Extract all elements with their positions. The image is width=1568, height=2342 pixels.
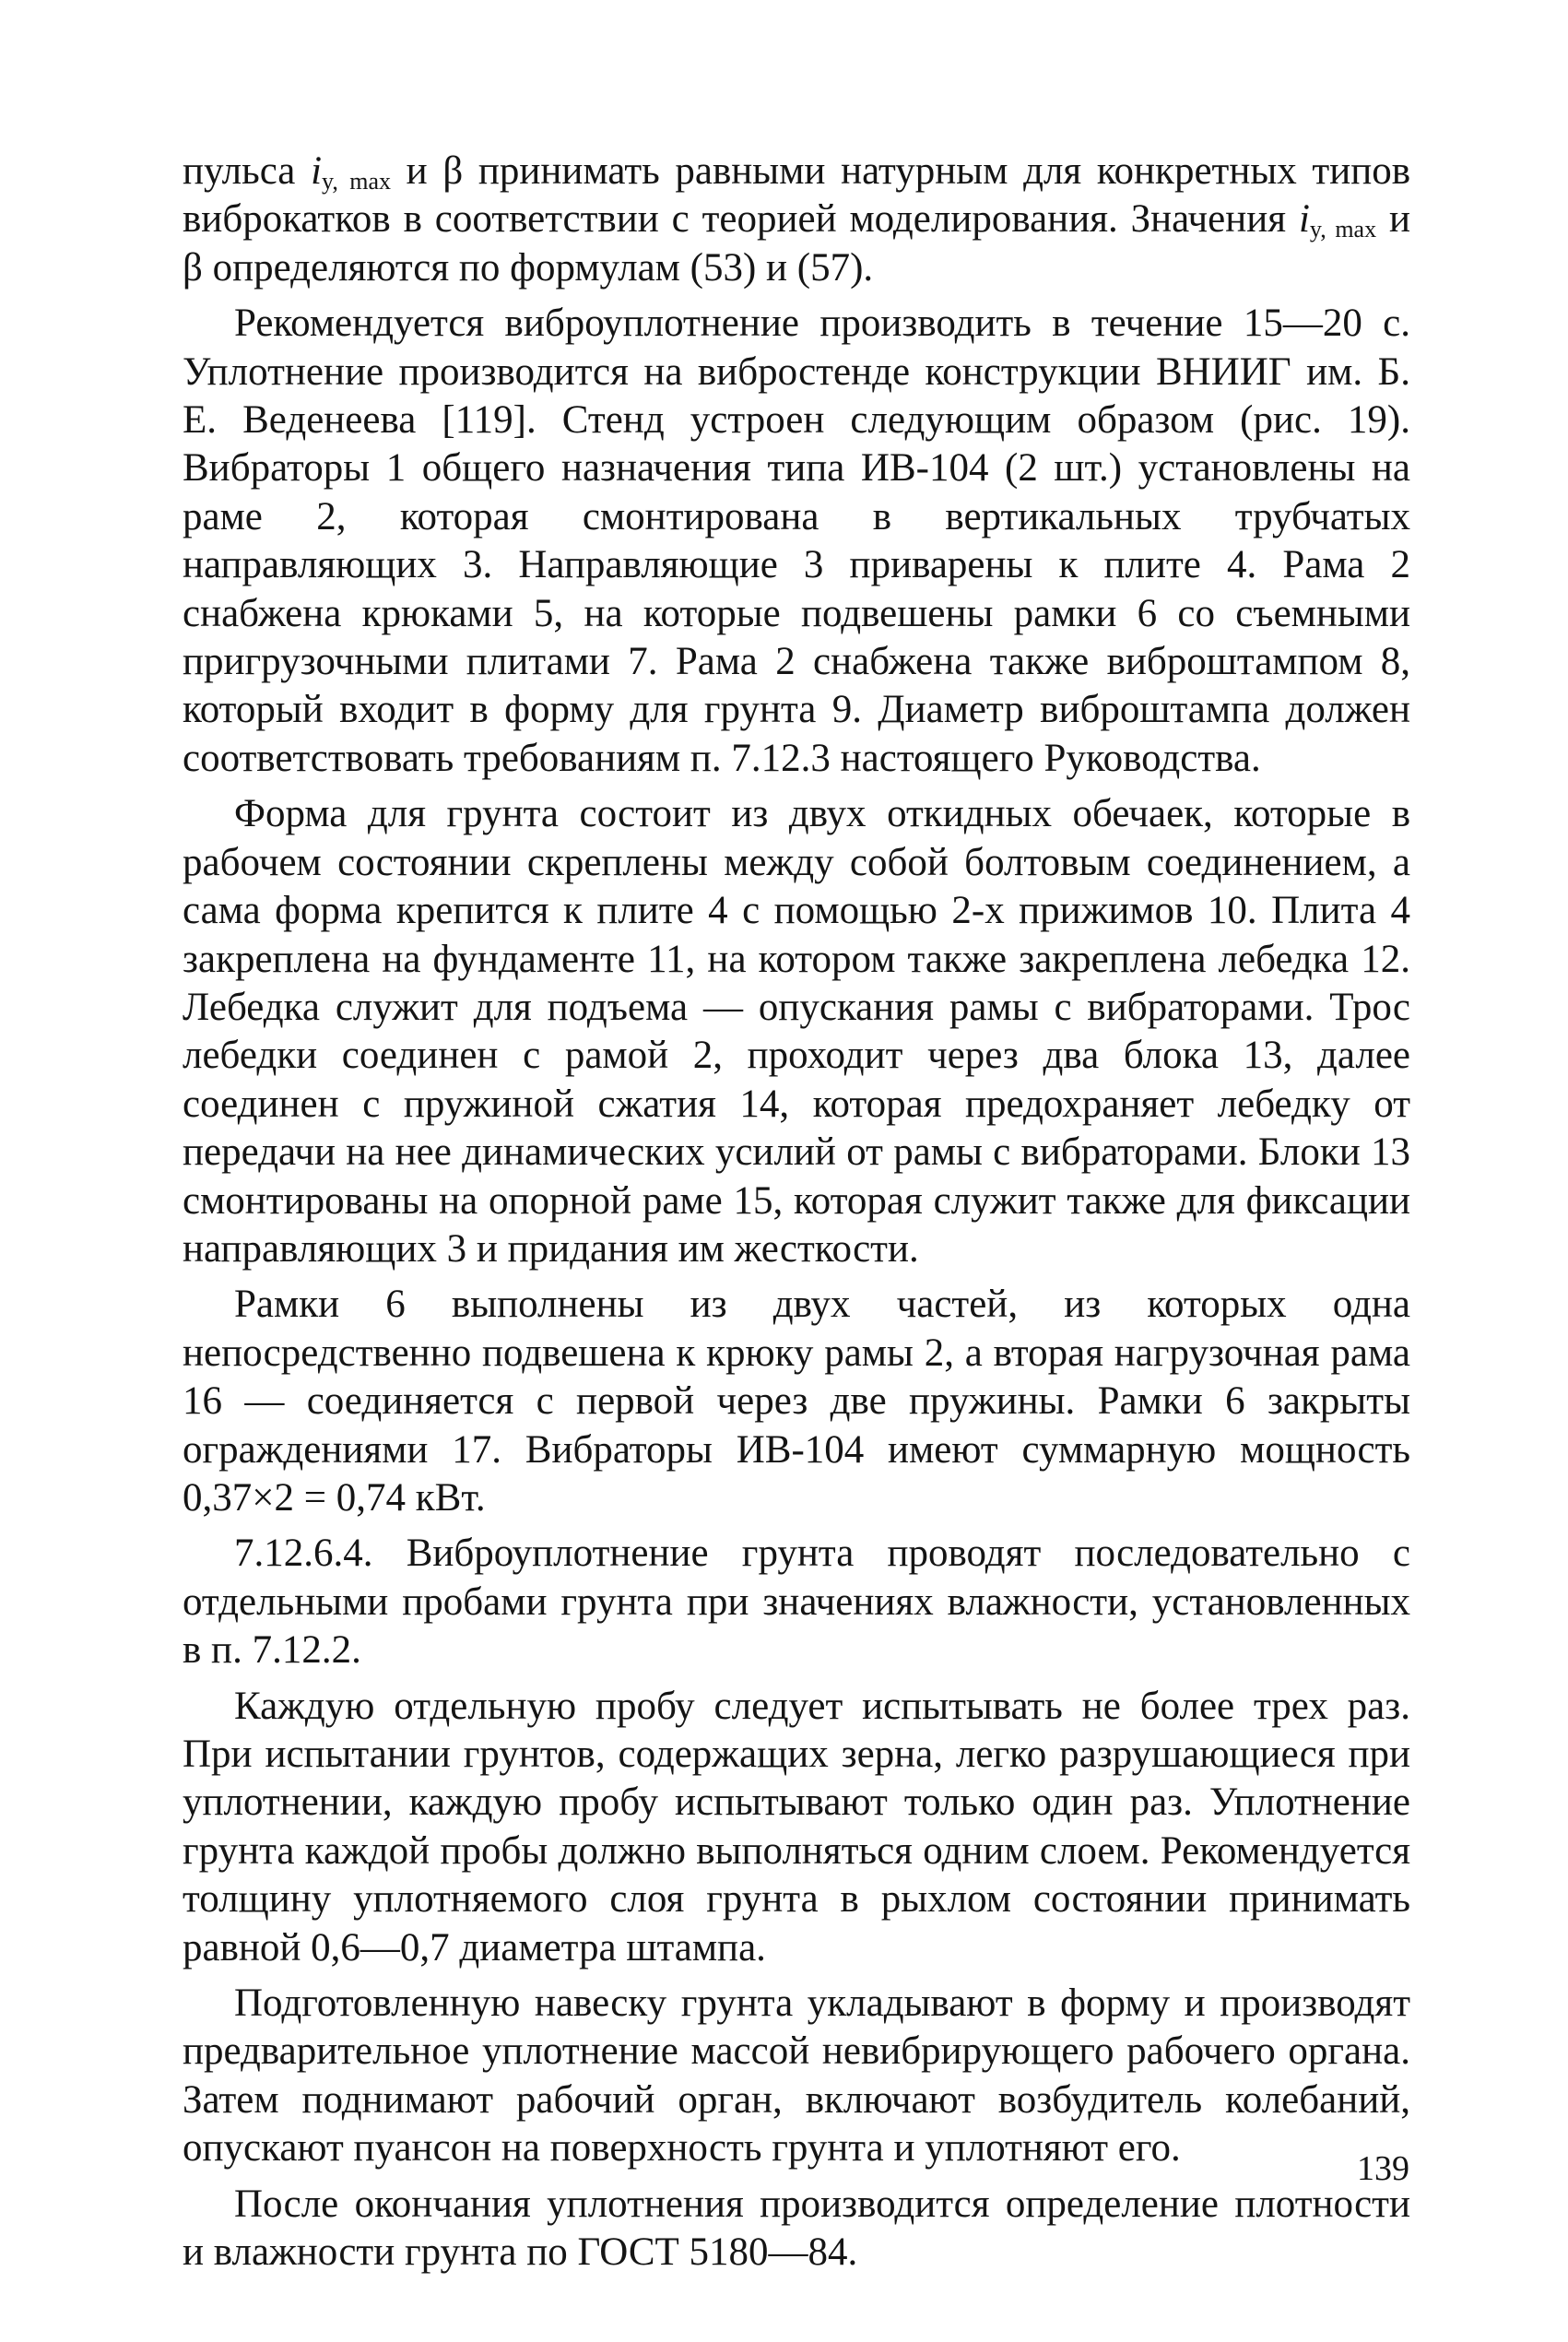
symbol-i: i — [311, 149, 323, 193]
paragraph-2: Рекомендуется виброуплотнение производить в течение 15—20 с. Уплотнение производится на вибростенде конструкции ВНИИГ им. Б. Е. Веденеева [119]. Стенд устроен следующим образом (рис. 19). Вибраторы 1 общего назначения типа ИВ-104 (2 шт.) установлены на раме 2, которая смонтирована в вертикальных трубчатых направляющих 3. Направляющие 3 приварены к плите 4. Рама 2 снабжена крюками 5, на которые подвешены рамки 6 со съемными пригрузочными плитами 7. Рама 2 снабжена также виброштампом 8, который входит в форму для грунта 9. Диаметр виброштампа должен соответствовать требованиям п. 7.12.3 настоящего Руководства. — [183, 302, 1410, 780]
paragraph-1-tail: и β определяются по формулам (53) и (57). — [183, 197, 1411, 290]
paragraph-1-mid: и β принимать равными натурным для конкретных типов виброкатков в соответствии с теорией моделирования. Значения — [183, 149, 1411, 242]
paragraph-7: Подготовленную навеску грунта укладывают в форму и производят предварительное уплотнение массой невибрирующего рабочего органа. Затем поднимают рабочий орган, включают возбудитель колебаний, опускают пуансон на поверхность грунта и уплотняют его. — [183, 1981, 1410, 2170]
paragraph-4: Рамки 6 выполнены из двух частей, из которых одна непосредственно подвешена к крюку рамы 2, а вторая нагрузочная рама 16 — соединяется с первой через две пружины. Рамки 6 закрыты ограждениями 17. Вибраторы ИВ-104 имеют суммарную мощность 0,37×2 = 0,74 кВт. — [183, 1283, 1410, 1520]
subscript-y-max: y, max — [322, 168, 392, 195]
paragraph-6: Каждую отдельную пробу следует испытывать не более трех раз. При испытании грунтов, содержащих зерна, легко разрушающиеся при уплотнении, каждую пробу испытывают только один раз. Уплотнение грунта каждой пробы должно выполняться одним слоем. Рекомендуется толщину уплотняемого слоя грунта в рыхлом состоянии принимать равной 0,6—0,7 диаметра штампа. — [183, 1684, 1410, 1969]
document-page — [183, 148, 1410, 2284]
paragraph-8: После окончания уплотнения производится определение плотности и влажности грунта по ГОСТ 5180—84. — [183, 2182, 1410, 2275]
subscript-y-max-2: y, max — [1309, 216, 1377, 243]
paragraph-1-lead: пульса — [183, 149, 312, 193]
paragraph-1 — [183, 148, 1410, 292]
page-number: 139 — [1357, 2149, 1409, 2188]
paragraph-5: 7.12.6.4. Виброуплотнение грунта проводят последовательно с отдельными пробами грунта при значениях влажности, установленных в п. 7.12.2. — [183, 1532, 1410, 1673]
paragraph-3: Форма для грунта состоит из двух откидных обечаек, которые в рабочем состоянии скреплены между собой болтовым соединением, а сама форма крепится к плите 4 с помощью 2-х прижимов 10. Плита 4 закреплена на фундаменте 11, на котором также закреплена лебедка 12. Лебедка служит для подъема — опускания рамы с вибраторами. Трос лебедки соединен с рамой 2, проходит через два блока 13, далее соединен с пружиной сжатия 14, которая предохраняет лебедку от передачи на нее динамических усилий от рамы с вибраторами. Блоки 13 смонтированы на опорной раме 15, которая служит также для фиксации направляющих 3 и придания им жесткости. — [183, 792, 1410, 1271]
symbol-i-2: i — [1298, 197, 1310, 242]
